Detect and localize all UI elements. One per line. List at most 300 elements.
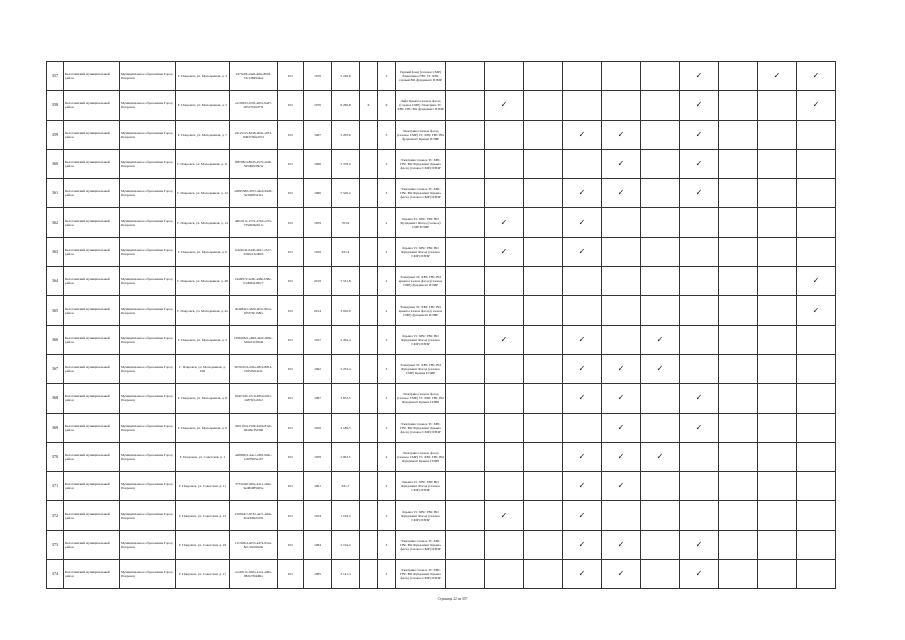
table-row xyxy=(47,62,836,91)
cell-repair-works: Крыша ТС ХВС ГВС ВО Фундамент Фасад (газовое СМР) ПЭИР xyxy=(396,325,446,354)
check-mark-icon: ✓ xyxy=(500,217,508,227)
cell-repair-works: Электрика газовое ТС ХВС ГВС ВО Фундамент Крыша фасад (газовое СМР) ПЭИР xyxy=(396,149,446,178)
cell-address: Г. Покровск, ул. Советская, д. 17 xyxy=(176,560,230,589)
cell-work-mark xyxy=(797,325,836,354)
check-mark-icon: ✓ xyxy=(617,539,625,549)
cell-floor-count: 3 xyxy=(378,62,396,91)
table-row xyxy=(47,179,836,208)
cell-work-mark xyxy=(602,354,641,383)
cell-construction-year: 1959 xyxy=(304,237,332,266)
cell-lift-count: 6 xyxy=(360,91,378,120)
cell-floor-count: 3 xyxy=(378,120,396,149)
cell-total-area: 2 141,3 xyxy=(332,560,360,589)
cell-work-mark xyxy=(524,442,563,471)
check-mark-icon: ✓ xyxy=(500,510,508,520)
cell-ownership-form: РО xyxy=(278,237,304,266)
cell-work-mark xyxy=(485,179,524,208)
cell-work-mark xyxy=(602,560,641,589)
cell-work-mark xyxy=(485,120,524,149)
cell-district-name: Белоглинский муниципальный район xyxy=(64,179,120,208)
cell-address: Г. Покровск, ул. Молодежная, д. 48 xyxy=(176,267,230,296)
cell-work-mark xyxy=(446,442,485,471)
cell-work-mark xyxy=(524,237,563,266)
cell-work-mark xyxy=(563,208,602,237)
table-row xyxy=(47,442,836,471)
cell-work-mark xyxy=(641,325,680,354)
cell-district-name: Белоглинский муниципальный район xyxy=(64,208,120,237)
cell-work-mark xyxy=(641,179,680,208)
cell-repair-works: Крыша ТС ХВС ГВС ВО Фундамент Фасад (газовое СМР) ПЭИР xyxy=(396,472,446,501)
cell-row-number: 362 xyxy=(47,208,64,237)
table-row xyxy=(47,296,836,325)
cell-work-mark xyxy=(563,296,602,325)
cell-work-mark xyxy=(680,149,719,178)
cell-floor-count: 9 xyxy=(378,91,396,120)
cell-lift-count xyxy=(360,413,378,442)
cell-lift-count xyxy=(360,237,378,266)
check-mark-icon: ✓ xyxy=(812,276,820,286)
cell-settlement-name: Муниципальное образование Город Покровск xyxy=(120,179,176,208)
cell-work-mark xyxy=(602,208,641,237)
cell-work-mark xyxy=(680,91,719,120)
cell-repair-works: Электрика газовое ТС ХВС ГВС ВО Фундамент Крыша фасад (газовое СМР) ПЭИР xyxy=(396,179,446,208)
cell-work-mark xyxy=(680,501,719,530)
check-mark-icon: ✓ xyxy=(812,100,820,110)
cell-work-mark xyxy=(680,413,719,442)
cell-ownership-form: РО xyxy=(278,354,304,383)
cell-work-mark xyxy=(524,91,563,120)
cell-work-mark xyxy=(524,413,563,442)
cell-work-mark xyxy=(680,472,719,501)
cell-address: Г. Покровск, ул. Советская, д. 1 xyxy=(176,442,230,471)
check-mark-icon: ✓ xyxy=(773,71,781,81)
cell-settlement-name: Муниципальное образование Город Покровск xyxy=(120,501,176,530)
cell-work-mark xyxy=(797,354,836,383)
cell-work-mark xyxy=(680,325,719,354)
cell-work-mark xyxy=(719,501,758,530)
cell-work-mark xyxy=(719,91,758,120)
cell-work-mark xyxy=(641,120,680,149)
cell-work-mark xyxy=(446,149,485,178)
cell-work-mark xyxy=(446,384,485,413)
cell-settlement-name: Муниципальное образование Город Покровск xyxy=(120,413,176,442)
cell-work-mark xyxy=(563,237,602,266)
cell-ownership-form: РО xyxy=(278,120,304,149)
cell-ownership-form: РО xyxy=(278,325,304,354)
cell-repair-works: Электрика ТС ХВС ГВС ВО крыша газовое фасад (газовое СМР) фундамент ПЭИР xyxy=(396,296,446,325)
cell-work-mark xyxy=(446,208,485,237)
cell-building-id: 0031b0c4-2d2a-48cd-8814-b6f5f3fa4a3e xyxy=(230,354,278,383)
cell-row-number: 359 xyxy=(47,120,64,149)
cell-district-name: Белоглинский муниципальный район xyxy=(64,149,120,178)
check-mark-icon: ✓ xyxy=(695,129,703,139)
check-mark-icon: ✓ xyxy=(617,452,625,461)
cell-row-number: 369 xyxy=(47,413,64,442)
cell-lift-count xyxy=(360,62,378,91)
cell-work-mark xyxy=(680,354,719,383)
cell-work-mark xyxy=(797,237,836,266)
cell-work-mark xyxy=(719,472,758,501)
cell-work-mark xyxy=(758,267,797,296)
cell-lift-count xyxy=(360,384,378,413)
cell-address: Г. Покровск, ул. Советская, д. 15 xyxy=(176,501,230,530)
cell-lift-count xyxy=(360,442,378,471)
table-row xyxy=(47,560,836,589)
cell-settlement-name: Муниципальное образование Город Покровск xyxy=(120,560,176,589)
cell-work-mark xyxy=(602,62,641,91)
cell-floor-count: 3 xyxy=(378,501,396,530)
cell-address: Г. Покровск, ул. Молодежная, д. 7 xyxy=(176,120,230,149)
cell-building-id: f3942f8e5-a699-442b-8d9e-5d6e231f06a6 xyxy=(230,325,278,354)
cell-building-id: f98708e3-80d3-457b-ab4b-345d0f945b3e xyxy=(230,149,278,178)
cell-building-id: 4e8968c2-4ae1-4f93-946c-1a87f905e167 xyxy=(230,442,278,471)
cell-floor-count: 3 xyxy=(378,179,396,208)
cell-work-mark xyxy=(758,149,797,178)
cell-work-mark xyxy=(524,296,563,325)
cell-construction-year: 1976 xyxy=(304,62,332,91)
cell-work-mark xyxy=(641,442,680,471)
check-mark-icon: ✓ xyxy=(578,452,586,461)
cell-work-mark xyxy=(680,530,719,559)
cell-work-mark xyxy=(797,384,836,413)
cell-repair-works: Электрика газовое фасад (газовое СМР) ТС ХВС ГВС ВО Фундамент Крыша ПЭИР xyxy=(396,442,446,471)
cell-work-mark xyxy=(446,120,485,149)
cell-row-number: 373 xyxy=(47,530,64,559)
cell-work-mark xyxy=(719,120,758,149)
table-row xyxy=(47,149,836,178)
cell-work-mark xyxy=(719,560,758,589)
cell-row-number: 364 xyxy=(47,267,64,296)
cell-work-mark xyxy=(719,384,758,413)
cell-ownership-form: РО xyxy=(278,267,304,296)
cell-work-mark xyxy=(641,384,680,413)
cell-work-mark xyxy=(485,296,524,325)
cell-work-mark xyxy=(602,442,641,471)
cell-work-mark xyxy=(602,530,641,559)
cell-work-mark xyxy=(602,179,641,208)
cell-construction-year: 1959 xyxy=(304,208,332,237)
cell-work-mark xyxy=(680,237,719,266)
cell-repair-works: Электрика газовое ТС ХВС ГВС ВО Фундамент Крыша фасад (газовое СМР) ПЭИР xyxy=(396,530,446,559)
check-mark-icon: ✓ xyxy=(617,569,625,579)
cell-work-mark xyxy=(797,413,836,442)
cell-repair-works: Электрика ТС ХВС ГВС ВО Фундамент Фасад (газовое СМР) Крыша ПЭИР xyxy=(396,354,446,383)
page-footer: Страница 22 из 307 xyxy=(437,597,468,601)
cell-work-mark xyxy=(524,325,563,354)
cell-ownership-form: РО xyxy=(278,501,304,530)
cell-work-mark xyxy=(758,501,797,530)
cell-work-mark xyxy=(485,267,524,296)
table-row xyxy=(47,208,836,237)
check-mark-icon: ✓ xyxy=(812,71,820,81)
cell-row-number: 363 xyxy=(47,237,64,266)
check-mark-icon: ✓ xyxy=(500,100,508,110)
check-mark-icon: ✓ xyxy=(695,100,703,110)
check-mark-icon: ✓ xyxy=(617,481,625,491)
cell-work-mark xyxy=(719,296,758,325)
cell-work-mark xyxy=(524,501,563,530)
cell-work-mark xyxy=(680,384,719,413)
cell-address: Г. Покровск, ул. Советская, д. 16 xyxy=(176,530,230,559)
table-row xyxy=(47,91,836,120)
cell-row-number: 367 xyxy=(47,354,64,383)
cell-work-mark xyxy=(719,442,758,471)
cell-row-number: 361 xyxy=(47,179,64,208)
cell-total-area: 5 246,8 xyxy=(332,62,360,91)
cell-work-mark xyxy=(602,501,641,530)
cell-work-mark xyxy=(485,208,524,237)
cell-district-name: Белоглинский муниципальный район xyxy=(64,501,120,530)
cell-work-mark xyxy=(524,208,563,237)
cell-work-mark xyxy=(524,530,563,559)
cell-settlement-name: Муниципальное образование Город Покровск xyxy=(120,296,176,325)
cell-work-mark xyxy=(446,354,485,383)
cell-lift-count xyxy=(360,208,378,237)
cell-work-mark xyxy=(485,91,524,120)
cell-address: Г. Покровск, ул. Молодежная, д. 6 xyxy=(176,237,230,266)
cell-work-mark xyxy=(797,501,836,530)
cell-work-mark xyxy=(602,384,641,413)
cell-work-mark xyxy=(446,237,485,266)
cell-building-id: f4a6f972-2e0b-4d8e-b38e-b5db8da39bc7 xyxy=(230,267,278,296)
cell-district-name: Белоглинский муниципальный район xyxy=(64,237,120,266)
cell-address: Г. Покровск, ул. Молодежная, д. 9 xyxy=(176,413,230,442)
cell-construction-year: 1986 xyxy=(304,179,332,208)
cell-work-mark xyxy=(719,354,758,383)
cell-row-number: 371 xyxy=(47,472,64,501)
cell-work-mark xyxy=(524,267,563,296)
cell-work-mark xyxy=(446,325,485,354)
cell-work-mark xyxy=(719,413,758,442)
cell-construction-year: 1957 xyxy=(304,325,332,354)
check-mark-icon: ✓ xyxy=(617,159,625,169)
cell-construction-year: 1954 xyxy=(304,501,332,530)
cell-work-mark xyxy=(524,62,563,91)
cell-lift-count xyxy=(360,120,378,149)
cell-work-mark xyxy=(563,501,602,530)
cell-work-mark xyxy=(524,560,563,589)
cell-work-mark xyxy=(563,442,602,471)
cell-work-mark xyxy=(485,472,524,501)
cell-work-mark xyxy=(719,208,758,237)
cell-district-name: Белоглинский муниципальный район xyxy=(64,413,120,442)
check-mark-icon: ✓ xyxy=(578,539,586,549)
cell-floor-count: 3 xyxy=(378,384,396,413)
cell-total-area: 641,7 xyxy=(332,472,360,501)
cell-building-id: ece2817e-90da-41ea-a09a-982b7f94d6fa xyxy=(230,560,278,589)
cell-work-mark xyxy=(485,62,524,91)
cell-lift-count xyxy=(360,296,378,325)
cell-work-mark xyxy=(641,267,680,296)
cell-work-mark xyxy=(641,501,680,530)
cell-work-mark xyxy=(719,325,758,354)
cell-building-id: fe4f2b42-6ddb-461c-a527-d56ba13ed602 xyxy=(230,237,278,266)
cell-address: Г. Покровск, ул. Молодежная, д. 12 xyxy=(176,179,230,208)
check-mark-icon: ✓ xyxy=(578,569,586,579)
table-row xyxy=(47,472,836,501)
cell-settlement-name: Муниципальное образование Город Покровск xyxy=(120,91,176,120)
cell-lift-count xyxy=(360,501,378,530)
cell-construction-year: 1976 xyxy=(304,91,332,120)
cell-building-id: aba984e5-a620-4b5c-90ca-6f5378c158fa xyxy=(230,296,278,325)
check-mark-icon: ✓ xyxy=(617,393,625,403)
cell-work-mark xyxy=(758,208,797,237)
cell-building-id: a0995389-4703-44e9-9426-3e3b6f83e31e xyxy=(230,179,278,208)
table-row xyxy=(47,530,836,559)
cell-floor-count: 2 xyxy=(378,208,396,237)
cell-work-mark xyxy=(602,325,641,354)
check-mark-icon: ✓ xyxy=(617,422,625,432)
cell-ownership-form: РО xyxy=(278,208,304,237)
cell-work-mark xyxy=(758,91,797,120)
cell-work-mark xyxy=(797,91,836,120)
cell-work-mark xyxy=(797,296,836,325)
cell-work-mark xyxy=(485,442,524,471)
table-body xyxy=(47,62,836,589)
cell-construction-year: 1962 xyxy=(304,354,332,383)
cell-work-mark xyxy=(758,325,797,354)
cell-floor-count: 2 xyxy=(378,237,396,266)
cell-work-mark xyxy=(641,149,680,178)
register-sheet xyxy=(46,61,836,589)
cell-work-mark xyxy=(758,384,797,413)
cell-district-name: Белоглинский муниципальный район xyxy=(64,560,120,589)
cell-work-mark xyxy=(485,354,524,383)
cell-work-mark xyxy=(446,179,485,208)
table-row xyxy=(47,267,836,296)
cell-work-mark xyxy=(641,530,680,559)
cell-work-mark xyxy=(797,208,836,237)
cell-work-mark xyxy=(602,472,641,501)
cell-total-area: 2 204,4 xyxy=(332,325,360,354)
check-mark-icon: ✓ xyxy=(578,246,586,256)
table-row xyxy=(47,120,836,149)
cell-work-mark xyxy=(485,530,524,559)
cell-work-mark xyxy=(485,560,524,589)
cell-ownership-form: РО xyxy=(278,296,304,325)
check-mark-icon: ✓ xyxy=(812,305,820,315)
cell-settlement-name: Муниципальное образование Город Покровск xyxy=(120,384,176,413)
cell-floor-count: 3 xyxy=(378,530,396,559)
cell-work-mark xyxy=(641,91,680,120)
cell-work-mark xyxy=(758,560,797,589)
cell-work-mark xyxy=(641,62,680,91)
cell-settlement-name: Муниципальное образование Город Покровск xyxy=(120,267,176,296)
cell-work-mark xyxy=(446,530,485,559)
cell-district-name: Белоглинский муниципальный район xyxy=(64,62,120,91)
cell-construction-year: 1996 xyxy=(304,149,332,178)
cell-work-mark xyxy=(758,120,797,149)
cell-work-mark xyxy=(797,149,836,178)
cell-work-mark xyxy=(602,413,641,442)
cell-building-id: a80c5f1e-1572-47bd-ac25-735d6d6a811c xyxy=(230,208,278,237)
cell-work-mark xyxy=(485,149,524,178)
cell-work-mark xyxy=(446,267,485,296)
cell-row-number: 370 xyxy=(47,442,64,471)
cell-work-mark xyxy=(602,120,641,149)
cell-work-mark xyxy=(758,530,797,559)
cell-row-number: 368 xyxy=(47,384,64,413)
cell-work-mark xyxy=(602,296,641,325)
cell-total-area: 2 104,2 xyxy=(332,530,360,559)
cell-row-number: 372 xyxy=(47,501,64,530)
cell-work-mark xyxy=(719,62,758,91)
cell-floor-count: 3 xyxy=(378,413,396,442)
cell-work-mark xyxy=(797,560,836,589)
cell-work-mark xyxy=(797,472,836,501)
cell-work-mark xyxy=(563,560,602,589)
check-mark-icon: ✓ xyxy=(500,246,508,256)
cell-work-mark xyxy=(485,325,524,354)
cell-work-mark xyxy=(563,384,602,413)
cell-work-mark xyxy=(758,237,797,266)
cell-work-mark xyxy=(758,413,797,442)
cell-work-mark xyxy=(563,530,602,559)
cell-work-mark xyxy=(446,501,485,530)
cell-settlement-name: Муниципальное образование Город Покровск xyxy=(120,354,176,383)
cell-address: Г. Покровск, ул. Молодежная, д. 11 xyxy=(176,149,230,178)
cell-ownership-form: РО xyxy=(278,91,304,120)
cell-address: Г. Покровск, ул. Молодежная, д. 14 xyxy=(176,208,230,237)
cell-work-mark xyxy=(641,472,680,501)
cell-district-name: Белоглинский муниципальный район xyxy=(64,384,120,413)
cell-work-mark xyxy=(641,208,680,237)
check-mark-icon: ✓ xyxy=(578,481,586,491)
cell-lift-count xyxy=(360,560,378,589)
cell-total-area: 703,9 xyxy=(332,208,360,237)
cell-building-id: f9e0744b-b7c9-48bd-b9f1-1487bf1a0fc2 xyxy=(230,384,278,413)
cell-ownership-form: РО xyxy=(278,179,304,208)
cell-total-area: 3 293,6 xyxy=(332,120,360,149)
cell-ownership-form: РО xyxy=(278,413,304,442)
cell-building-id: e51e5ca5-8348-4b0e-a953-8d637f6fa4553 xyxy=(230,120,278,149)
cell-repair-works: Крыша ТС ХВС ГВС ВО Фундамент Фасад (газовое СМР) ПЭИР xyxy=(396,501,446,530)
cell-work-mark xyxy=(485,237,524,266)
table-row xyxy=(47,325,836,354)
cell-work-mark xyxy=(563,179,602,208)
cell-work-mark xyxy=(446,296,485,325)
cell-district-name: Белоглинский муниципальный район xyxy=(64,354,120,383)
cell-district-name: Белоглинский муниципальный район xyxy=(64,325,120,354)
cell-lift-count xyxy=(360,149,378,178)
cell-work-mark xyxy=(641,296,680,325)
cell-ownership-form: РО xyxy=(278,149,304,178)
cell-repair-works: Герный фонд (газовое СМР) Электрикое ГВС ТС ХВС герный ВО фундамент ПЭИР xyxy=(396,62,446,91)
cell-work-mark xyxy=(719,179,758,208)
check-mark-icon: ✓ xyxy=(617,188,625,198)
cell-total-area: 3 253,4 xyxy=(332,354,360,383)
cell-district-name: Белоглинский муниципальный район xyxy=(64,442,120,471)
cell-total-area: 1 194,3 xyxy=(332,501,360,530)
cell-work-mark xyxy=(797,442,836,471)
cell-work-mark xyxy=(719,267,758,296)
cell-ownership-form: РО xyxy=(278,472,304,501)
cell-ownership-form: РО xyxy=(278,442,304,471)
cell-work-mark xyxy=(602,149,641,178)
cell-total-area: 3 378,0 xyxy=(332,149,360,178)
check-mark-icon: ✓ xyxy=(656,452,664,461)
check-mark-icon: ✓ xyxy=(578,510,586,520)
table-row xyxy=(47,384,836,413)
cell-district-name: Белоглинский муниципальный район xyxy=(64,267,120,296)
check-mark-icon: ✓ xyxy=(695,569,703,579)
cell-total-area: 5 526,2 xyxy=(332,179,360,208)
check-mark-icon: ✓ xyxy=(617,364,625,374)
check-mark-icon: ✓ xyxy=(578,129,586,139)
cell-total-area: 3 531,8 xyxy=(332,267,360,296)
table-row xyxy=(47,413,836,442)
cell-total-area: 631,4 xyxy=(332,237,360,266)
